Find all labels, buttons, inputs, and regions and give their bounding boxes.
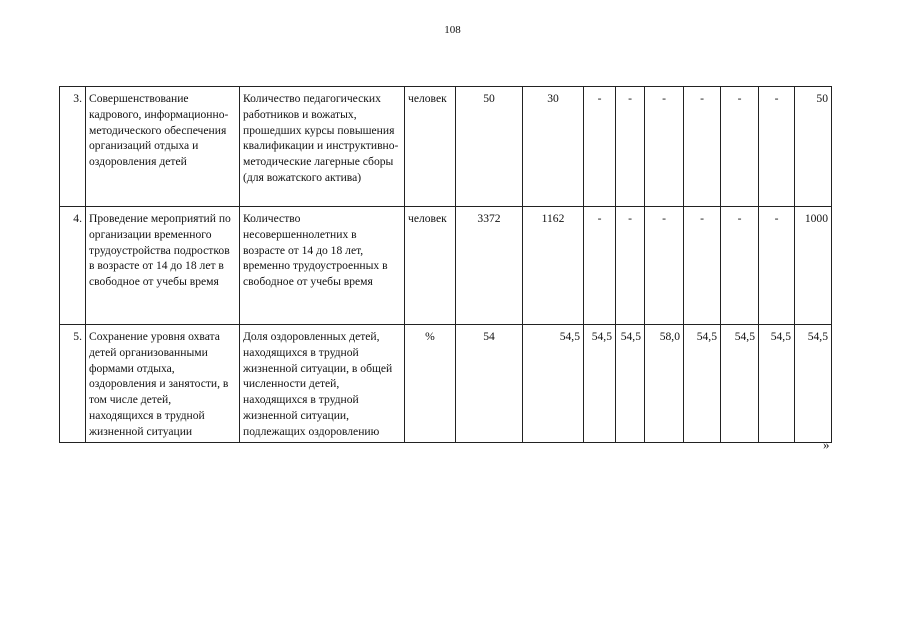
value-cell: 54,5 bbox=[795, 325, 832, 443]
unit-cell: % bbox=[405, 325, 456, 443]
indicator-cell: Количество педагогических работников и вожатых, прошедших курсы повышения квалификации и инструктивно-методические лагерные сборы (для вожатского актива) bbox=[240, 87, 405, 207]
value-cell: 54 bbox=[456, 325, 523, 443]
value-cell: - bbox=[721, 207, 759, 325]
value-cell: 54,5 bbox=[759, 325, 795, 443]
closing-quote-mark: » bbox=[823, 437, 830, 452]
row-number: 3. bbox=[60, 87, 86, 207]
measure-cell: Совершенствование кадрового, информационно-методического обеспечения организаций отдыха и оздоровления детей bbox=[86, 87, 240, 207]
table-row bbox=[60, 325, 832, 443]
measure-cell: Проведение мероприятий по организации временного трудоустройства подростков в возрасте от 14 до 18 лет в свободное от учебы время bbox=[86, 207, 240, 325]
value-cell: - bbox=[721, 87, 759, 207]
unit-cell: человек bbox=[405, 87, 456, 207]
value-cell: 3372 bbox=[456, 207, 523, 325]
measure-cell: Сохранение уровня охвата детей организованными формами отдыха, оздоровления и занятости, в том числе детей, находящихся в трудной жизненной ситуации bbox=[86, 325, 240, 443]
value-cell: 54,5 bbox=[684, 325, 721, 443]
value-cell: - bbox=[584, 207, 616, 325]
value-cell: 50 bbox=[795, 87, 832, 207]
value-cell: 1000 bbox=[795, 207, 832, 325]
table-row bbox=[60, 207, 832, 325]
value-cell: - bbox=[759, 87, 795, 207]
row-number: 5. bbox=[60, 325, 86, 443]
value-cell: - bbox=[645, 87, 684, 207]
page-number: 108 bbox=[444, 24, 461, 36]
value-cell: - bbox=[759, 207, 795, 325]
value-cell: 1162 bbox=[523, 207, 584, 325]
value-cell: - bbox=[616, 87, 645, 207]
table-row bbox=[60, 87, 832, 207]
indicator-cell: Количество несовершеннолетних в возрасте от 14 до 18 лет, временно трудоустроенных в свободное от учебы время bbox=[240, 207, 405, 325]
value-cell: - bbox=[584, 87, 616, 207]
value-cell: - bbox=[616, 207, 645, 325]
value-cell: 30 bbox=[523, 87, 584, 207]
value-cell: 54,5 bbox=[523, 325, 584, 443]
row-number: 4. bbox=[60, 207, 86, 325]
indicator-cell: Доля оздоровленных детей, находящихся в трудной жизненной ситуации, в общей численности детей, находящихся в трудной жизненной ситуации, подлежащих оздоровлению bbox=[240, 325, 405, 443]
value-cell: - bbox=[684, 87, 721, 207]
value-cell: 54,5 bbox=[584, 325, 616, 443]
value-cell: 54,5 bbox=[721, 325, 759, 443]
value-cell: 50 bbox=[456, 87, 523, 207]
value-cell: 58,0 bbox=[645, 325, 684, 443]
value-cell: - bbox=[645, 207, 684, 325]
unit-cell: человек bbox=[405, 207, 456, 325]
value-cell: - bbox=[684, 207, 721, 325]
indicators-table bbox=[59, 86, 832, 443]
value-cell: 54,5 bbox=[616, 325, 645, 443]
